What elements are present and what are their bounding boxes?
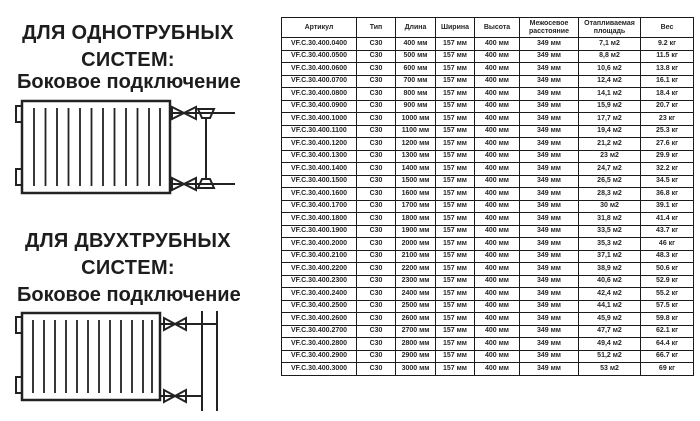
table-row bbox=[282, 288, 694, 301]
table-cell: 400 мм bbox=[475, 38, 520, 51]
column-header-article: Артикул bbox=[282, 18, 357, 38]
two-pipe-radiator-diagram-icon bbox=[0, 305, 250, 417]
table-cell: 15,9 м2 bbox=[579, 100, 641, 113]
table-cell: C30 bbox=[357, 350, 396, 363]
table-cell: 14,1 м2 bbox=[579, 88, 641, 101]
table-row bbox=[282, 63, 694, 76]
table-cell: 349 мм bbox=[520, 275, 579, 288]
table-row bbox=[282, 113, 694, 126]
table-cell: 349 мм bbox=[520, 263, 579, 276]
table-cell: 21,2 м2 bbox=[579, 138, 641, 151]
table-cell: 157 мм bbox=[436, 225, 475, 238]
table-cell: 9.2 кг bbox=[641, 38, 694, 51]
table-row bbox=[282, 338, 694, 351]
table-cell: VF.C.30.400.2700 bbox=[282, 325, 357, 338]
table-cell: 400 мм bbox=[475, 313, 520, 326]
table-cell: 349 мм bbox=[520, 125, 579, 138]
single-pipe-radiator-diagram-icon bbox=[0, 97, 250, 207]
table-cell: 44,1 м2 bbox=[579, 300, 641, 313]
table-cell: 19,4 м2 bbox=[579, 125, 641, 138]
table-cell: 24,7 м2 bbox=[579, 163, 641, 176]
table-cell: 7,1 м2 bbox=[579, 38, 641, 51]
table-row bbox=[282, 238, 694, 251]
table-cell: 41.4 кг bbox=[641, 213, 694, 226]
table-cell: 157 мм bbox=[436, 50, 475, 63]
table-cell: C30 bbox=[357, 275, 396, 288]
table-cell: C30 bbox=[357, 125, 396, 138]
table-cell: 400 мм bbox=[396, 38, 436, 51]
radiator-fins bbox=[33, 320, 152, 393]
table-cell: 400 мм bbox=[475, 188, 520, 201]
table-cell: 800 мм bbox=[396, 88, 436, 101]
table-cell: 42,4 м2 bbox=[579, 288, 641, 301]
table-cell: 349 мм bbox=[520, 200, 579, 213]
table-cell: C30 bbox=[357, 75, 396, 88]
radiator-body bbox=[22, 313, 160, 400]
table-cell: 157 мм bbox=[436, 38, 475, 51]
table-cell: 27.6 кг bbox=[641, 138, 694, 151]
table-cell: 46 кг bbox=[641, 238, 694, 251]
table-cell: 1200 мм bbox=[396, 138, 436, 151]
table-row bbox=[282, 163, 694, 176]
table-cell: VF.C.30.400.3000 bbox=[282, 363, 357, 376]
table-cell: C30 bbox=[357, 213, 396, 226]
table-cell: 13.8 кг bbox=[641, 63, 694, 76]
table-row bbox=[282, 275, 694, 288]
table-row bbox=[282, 213, 694, 226]
table-cell: 32.2 кг bbox=[641, 163, 694, 176]
single-pipe-section-subtitle: Боковое подключение bbox=[17, 71, 241, 93]
table-cell: 64.4 кг bbox=[641, 338, 694, 351]
table-cell: C30 bbox=[357, 163, 396, 176]
table-row bbox=[282, 88, 694, 101]
table-cell: 400 мм bbox=[475, 213, 520, 226]
table-cell: 349 мм bbox=[520, 300, 579, 313]
table-cell: 23 кг bbox=[641, 113, 694, 126]
table-cell: 157 мм bbox=[436, 125, 475, 138]
table-cell: 349 мм bbox=[520, 175, 579, 188]
table-cell: 349 мм bbox=[520, 75, 579, 88]
table-cell: 900 мм bbox=[396, 100, 436, 113]
table-cell: 157 мм bbox=[436, 325, 475, 338]
table-cell: 349 мм bbox=[520, 88, 579, 101]
table-row bbox=[282, 125, 694, 138]
table-cell: 400 мм bbox=[475, 350, 520, 363]
column-header-heated-area: Отапливаемая площадь bbox=[579, 18, 641, 38]
table-cell: 157 мм bbox=[436, 188, 475, 201]
table-row bbox=[282, 200, 694, 213]
table-cell: C30 bbox=[357, 175, 396, 188]
table-cell: C30 bbox=[357, 88, 396, 101]
table-cell: 36.8 кг bbox=[641, 188, 694, 201]
table-cell: 157 мм bbox=[436, 163, 475, 176]
radiator-body bbox=[22, 101, 170, 193]
table-cell: 2500 мм bbox=[396, 300, 436, 313]
table-cell: 26,5 м2 bbox=[579, 175, 641, 188]
table-cell: 157 мм bbox=[436, 138, 475, 151]
table-row bbox=[282, 75, 694, 88]
table-cell: 1800 мм bbox=[396, 213, 436, 226]
table-cell: 157 мм bbox=[436, 175, 475, 188]
table-cell: VF.C.30.400.1600 bbox=[282, 188, 357, 201]
table-cell: 349 мм bbox=[520, 238, 579, 251]
radiator-plug-top bbox=[16, 317, 22, 333]
table-cell: 2100 мм bbox=[396, 250, 436, 263]
table-cell: VF.C.30.400.1300 bbox=[282, 150, 357, 163]
table-cell: 31,8 м2 bbox=[579, 213, 641, 226]
table-cell: 349 мм bbox=[520, 313, 579, 326]
table-cell: 11.5 кг bbox=[641, 50, 694, 63]
table-row bbox=[282, 325, 694, 338]
table-cell: 400 мм bbox=[475, 125, 520, 138]
table-cell: 1300 мм bbox=[396, 150, 436, 163]
table-cell: 1100 мм bbox=[396, 125, 436, 138]
table-cell: 400 мм bbox=[475, 113, 520, 126]
table-cell: 50.6 кг bbox=[641, 263, 694, 276]
table-cell: 157 мм bbox=[436, 75, 475, 88]
table-cell: 400 мм bbox=[475, 88, 520, 101]
table-cell: 400 мм bbox=[475, 150, 520, 163]
table-cell: C30 bbox=[357, 363, 396, 376]
table-cell: 62.1 кг bbox=[641, 325, 694, 338]
table-cell: 1400 мм bbox=[396, 163, 436, 176]
table-cell: 157 мм bbox=[436, 338, 475, 351]
table-cell: 157 мм bbox=[436, 288, 475, 301]
two-pipe-section-title: ДЛЯ ДВУХТРУБНЫХ СИСТЕМ: bbox=[25, 230, 231, 279]
table-cell: VF.C.30.400.2000 bbox=[282, 238, 357, 251]
table-cell: 400 мм bbox=[475, 300, 520, 313]
table-cell: 400 мм bbox=[475, 163, 520, 176]
table-cell: 400 мм bbox=[475, 138, 520, 151]
table-cell: 349 мм bbox=[520, 338, 579, 351]
table-cell: 349 мм bbox=[520, 250, 579, 263]
table-cell: 45,9 м2 bbox=[579, 313, 641, 326]
table-cell: VF.C.30.400.1700 bbox=[282, 200, 357, 213]
table-cell: VF.C.30.400.1800 bbox=[282, 213, 357, 226]
table-cell: 1700 мм bbox=[396, 200, 436, 213]
table-cell: VF.C.30.400.2900 bbox=[282, 350, 357, 363]
column-header-length: Длина bbox=[396, 18, 436, 38]
table-cell: 400 мм bbox=[475, 275, 520, 288]
table-cell: 12,4 м2 bbox=[579, 75, 641, 88]
table-cell: 3000 мм bbox=[396, 363, 436, 376]
two-pipe-section-subtitle: Боковое подключение bbox=[17, 284, 241, 306]
column-header-width: Ширина bbox=[436, 18, 475, 38]
table-cell: 1600 мм bbox=[396, 188, 436, 201]
table-cell: VF.C.30.400.0700 bbox=[282, 75, 357, 88]
table-cell: 34.5 кг bbox=[641, 175, 694, 188]
table-cell: 2800 мм bbox=[396, 338, 436, 351]
table-cell: 400 мм bbox=[475, 250, 520, 263]
table-cell: 66.7 кг bbox=[641, 350, 694, 363]
table-cell: 8,8 м2 bbox=[579, 50, 641, 63]
table-cell: C30 bbox=[357, 113, 396, 126]
table-cell: 17,7 м2 bbox=[579, 113, 641, 126]
table-cell: VF.C.30.400.2300 bbox=[282, 275, 357, 288]
table-row bbox=[282, 350, 694, 363]
table-cell: C30 bbox=[357, 50, 396, 63]
table-cell: 35,3 м2 bbox=[579, 238, 641, 251]
radiator-plug-bottom bbox=[16, 377, 22, 393]
table-cell: 18.4 кг bbox=[641, 88, 694, 101]
table-cell: C30 bbox=[357, 313, 396, 326]
table-cell: 349 мм bbox=[520, 50, 579, 63]
table-cell: 2000 мм bbox=[396, 238, 436, 251]
table-cell: 400 мм bbox=[475, 100, 520, 113]
table-cell: 43.7 кг bbox=[641, 225, 694, 238]
table-cell: 349 мм bbox=[520, 100, 579, 113]
table-cell: C30 bbox=[357, 338, 396, 351]
table-cell: 400 мм bbox=[475, 363, 520, 376]
table-cell: 349 мм bbox=[520, 63, 579, 76]
table-cell: 157 мм bbox=[436, 350, 475, 363]
table-cell: 400 мм bbox=[475, 263, 520, 276]
spec-table bbox=[281, 17, 694, 376]
radiator-plug-top bbox=[16, 106, 22, 122]
table-cell: C30 bbox=[357, 288, 396, 301]
table-row bbox=[282, 175, 694, 188]
table-row bbox=[282, 225, 694, 238]
table-cell: 600 мм bbox=[396, 63, 436, 76]
table-row bbox=[282, 263, 694, 276]
table-row bbox=[282, 150, 694, 163]
table-cell: 400 мм bbox=[475, 200, 520, 213]
table-cell: 157 мм bbox=[436, 300, 475, 313]
table-cell: 33,5 м2 bbox=[579, 225, 641, 238]
table-cell: 157 мм bbox=[436, 363, 475, 376]
table-row bbox=[282, 313, 694, 326]
left-panel bbox=[0, 0, 262, 421]
table-cell: 700 мм bbox=[396, 75, 436, 88]
table-cell: 57.5 кг bbox=[641, 300, 694, 313]
table-cell: 349 мм bbox=[520, 188, 579, 201]
table-cell: VF.C.30.400.2100 bbox=[282, 250, 357, 263]
table-cell: 157 мм bbox=[436, 213, 475, 226]
table-cell: C30 bbox=[357, 138, 396, 151]
table-cell: VF.C.30.400.2800 bbox=[282, 338, 357, 351]
header-row bbox=[282, 18, 694, 38]
table-cell: 157 мм bbox=[436, 238, 475, 251]
table-cell: VF.C.30.400.0900 bbox=[282, 100, 357, 113]
table-cell: C30 bbox=[357, 250, 396, 263]
table-cell: 53 м2 bbox=[579, 363, 641, 376]
table-cell: 38,9 м2 bbox=[579, 263, 641, 276]
table-cell: 29.9 кг bbox=[641, 150, 694, 163]
table-cell: VF.C.30.400.1100 bbox=[282, 125, 357, 138]
table-row bbox=[282, 138, 694, 151]
table-cell: VF.C.30.400.2400 bbox=[282, 288, 357, 301]
table-cell: 47,7 м2 bbox=[579, 325, 641, 338]
column-header-weight: Вес bbox=[641, 18, 694, 38]
table-cell: 349 мм bbox=[520, 113, 579, 126]
table-cell: VF.C.30.400.0500 bbox=[282, 50, 357, 63]
radiator-plug-bottom bbox=[16, 169, 22, 185]
table-cell: 23 м2 bbox=[579, 150, 641, 163]
table-cell: 1900 мм bbox=[396, 225, 436, 238]
table-cell: 349 мм bbox=[520, 38, 579, 51]
table-cell: 349 мм bbox=[520, 225, 579, 238]
table-cell: 49,4 м2 bbox=[579, 338, 641, 351]
table-cell: 52.9 кг bbox=[641, 275, 694, 288]
table-cell: C30 bbox=[357, 100, 396, 113]
table-cell: VF.C.30.400.1400 bbox=[282, 163, 357, 176]
table-row bbox=[282, 188, 694, 201]
table-cell: 1000 мм bbox=[396, 113, 436, 126]
table-cell: 16.1 кг bbox=[641, 75, 694, 88]
table-cell: C30 bbox=[357, 238, 396, 251]
table-cell: 40,6 м2 bbox=[579, 275, 641, 288]
table-cell: 2700 мм bbox=[396, 325, 436, 338]
single-pipe-section-title: ДЛЯ ОДНОТРУБНЫХ СИСТЕМ: bbox=[22, 22, 234, 71]
table-cell: C30 bbox=[357, 200, 396, 213]
table-row bbox=[282, 363, 694, 376]
table-row bbox=[282, 100, 694, 113]
column-header-axle-distance: Межосевое расстояние bbox=[520, 18, 579, 38]
table-cell: VF.C.30.400.0600 bbox=[282, 63, 357, 76]
table-cell: 51,2 м2 bbox=[579, 350, 641, 363]
table-cell: 1500 мм bbox=[396, 175, 436, 188]
table-cell: 69 кг bbox=[641, 363, 694, 376]
table-cell: 400 мм bbox=[475, 75, 520, 88]
table-row bbox=[282, 300, 694, 313]
table-cell: 2200 мм bbox=[396, 263, 436, 276]
table-cell: VF.C.30.400.2500 bbox=[282, 300, 357, 313]
table-cell: VF.C.30.400.1900 bbox=[282, 225, 357, 238]
table-cell: 349 мм bbox=[520, 363, 579, 376]
table-cell: 2900 мм bbox=[396, 350, 436, 363]
table-row bbox=[282, 50, 694, 63]
table-cell: 157 мм bbox=[436, 263, 475, 276]
table-cell: 39.1 кг bbox=[641, 200, 694, 213]
table-cell: VF.C.30.400.1500 bbox=[282, 175, 357, 188]
table-cell: VF.C.30.400.2200 bbox=[282, 263, 357, 276]
table-cell: 400 мм bbox=[475, 238, 520, 251]
table-header bbox=[282, 18, 694, 38]
column-header-height: Высота bbox=[475, 18, 520, 38]
table-cell: 48.3 кг bbox=[641, 250, 694, 263]
table-cell: 400 мм bbox=[475, 50, 520, 63]
table-cell: C30 bbox=[357, 188, 396, 201]
table-cell: 2600 мм bbox=[396, 313, 436, 326]
table-cell: VF.C.30.400.1200 bbox=[282, 138, 357, 151]
table-cell: 157 мм bbox=[436, 200, 475, 213]
table-cell: 157 мм bbox=[436, 313, 475, 326]
table-cell: 25.3 кг bbox=[641, 125, 694, 138]
table-cell: 37,1 м2 bbox=[579, 250, 641, 263]
table-cell: C30 bbox=[357, 325, 396, 338]
table-cell: 59.8 кг bbox=[641, 313, 694, 326]
table-cell: 349 мм bbox=[520, 163, 579, 176]
table-cell: C30 bbox=[357, 300, 396, 313]
table-cell: VF.C.30.400.0800 bbox=[282, 88, 357, 101]
table-cell: 10,6 м2 bbox=[579, 63, 641, 76]
table-cell: 500 мм bbox=[396, 50, 436, 63]
table-cell: 30 м2 bbox=[579, 200, 641, 213]
table-cell: VF.C.30.400.2600 bbox=[282, 313, 357, 326]
table-row bbox=[282, 250, 694, 263]
table-row bbox=[282, 38, 694, 51]
table-cell: 157 мм bbox=[436, 63, 475, 76]
table-cell: 349 мм bbox=[520, 288, 579, 301]
table-cell: 349 мм bbox=[520, 150, 579, 163]
table-cell: 349 мм bbox=[520, 350, 579, 363]
table-cell: 157 мм bbox=[436, 275, 475, 288]
table-cell: 157 мм bbox=[436, 88, 475, 101]
table-cell: VF.C.30.400.0400 bbox=[282, 38, 357, 51]
table-cell: C30 bbox=[357, 63, 396, 76]
table-cell: 2400 мм bbox=[396, 288, 436, 301]
table-cell: 157 мм bbox=[436, 100, 475, 113]
radiator-fins bbox=[34, 108, 160, 186]
table-cell: C30 bbox=[357, 263, 396, 276]
table-cell: VF.C.30.400.1000 bbox=[282, 113, 357, 126]
table-cell: 400 мм bbox=[475, 338, 520, 351]
table-cell: C30 bbox=[357, 150, 396, 163]
table-cell: 157 мм bbox=[436, 250, 475, 263]
table-cell: 157 мм bbox=[436, 113, 475, 126]
table-cell: C30 bbox=[357, 225, 396, 238]
table-cell: 400 мм bbox=[475, 225, 520, 238]
table-cell: 400 мм bbox=[475, 325, 520, 338]
table-cell: 349 мм bbox=[520, 138, 579, 151]
table-cell: 28,3 м2 bbox=[579, 188, 641, 201]
table-cell: 2300 мм bbox=[396, 275, 436, 288]
table-cell: C30 bbox=[357, 38, 396, 51]
table-cell: 400 мм bbox=[475, 175, 520, 188]
table-cell: 349 мм bbox=[520, 325, 579, 338]
table-cell: 55.2 кг bbox=[641, 288, 694, 301]
table-cell: 20.7 кг bbox=[641, 100, 694, 113]
table-cell: 349 мм bbox=[520, 213, 579, 226]
table-cell: 400 мм bbox=[475, 63, 520, 76]
column-header-type: Тип bbox=[357, 18, 396, 38]
table-cell: 157 мм bbox=[436, 150, 475, 163]
table-cell: 400 мм bbox=[475, 288, 520, 301]
table-body bbox=[282, 38, 694, 376]
